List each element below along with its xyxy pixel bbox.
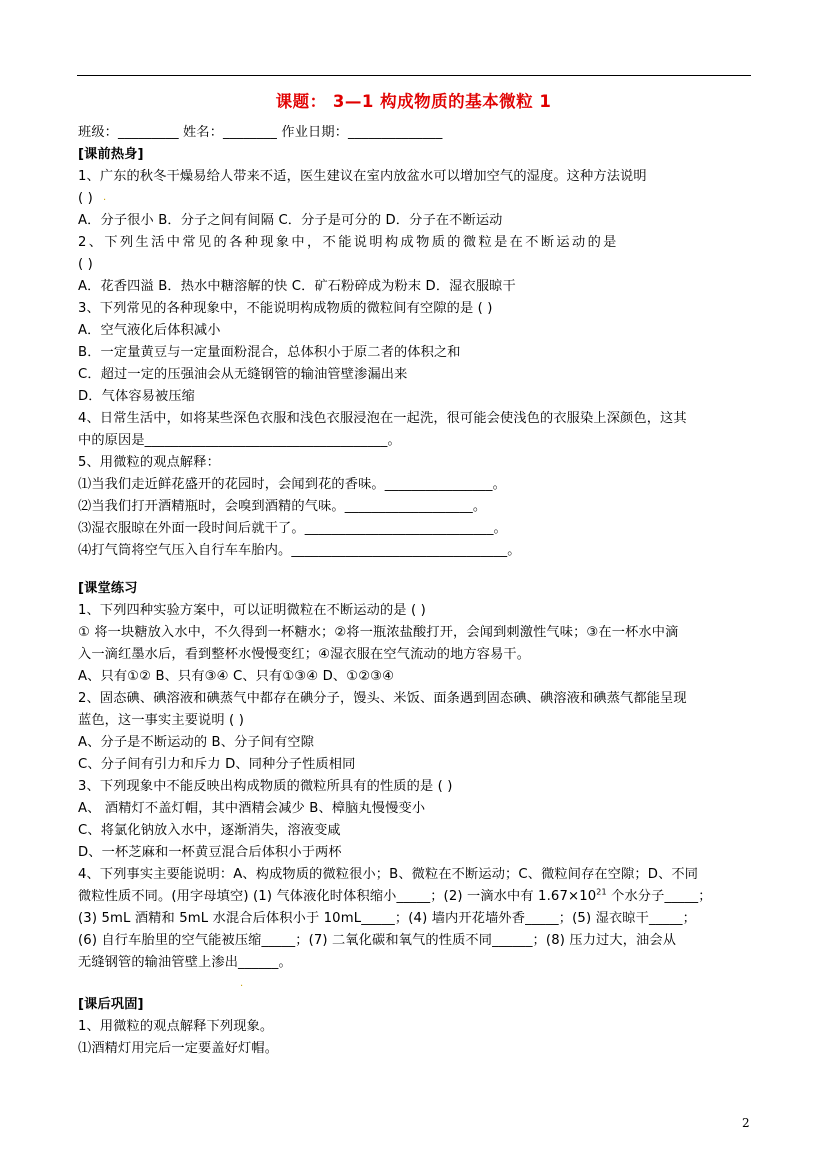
q5-item-2: ⑵当我们打开酒精瓶时，会嗅到酒精的气味。___________________。: [78, 499, 487, 514]
c1-body-1: ① 将一块糖放入水中，不久得到一杯糖水；②将一瓶浓盐酸打开，会闻到刺激性气味；③在一杯水中滴: [78, 625, 679, 640]
q3-stem: 3、下列常见的各种现象中，不能说明构成物质的微粒间有空隙的是 ( ): [78, 301, 493, 316]
q5-item-4: ⑷打气筒将空气压入自行车车胎内。________________________________。: [78, 543, 521, 558]
c2-stem-2: 蓝色，这一事实主要说明 ( ): [78, 713, 244, 728]
header-rule: [77, 75, 751, 76]
c4-line-3: (6) 自行车胎里的空气能被压缩_____；(7) 二氧化碳和氧气的性质不同______；(8) 压力过大，油会从: [78, 933, 677, 948]
c1-stem: 1、下列四种实验方案中，可以证明微粒在不断运动的是 ( ): [78, 603, 426, 618]
header-info: 班级：_________ 姓名：________ 作业日期：______________: [78, 125, 443, 140]
c3-option-c: C、将氯化钠放入水中，逐渐消失，溶液变咸: [78, 823, 341, 838]
c3-stem: 3、下列现象中不能反映出构成物质的微粒所具有的性质的是 ( ): [78, 779, 453, 794]
c2-stem-1: 2、固态碘、碘溶液和碘蒸气中都存在碘分子，馒头、米饭、面条遇到固态碘、碘溶液和碘蒸气都能呈现: [78, 691, 687, 706]
q3-option-a: A．空气液化后体积减小: [78, 323, 221, 338]
c4-stem: 4、下列事实主要能说明：A、构成物质的微粒很小；B、微粒在不断运动；C、微粒间存在空隙；D、不同: [78, 867, 699, 882]
q5-item-3: ⑶湿衣服晾在外面一段时间后就干了。____________________________。: [78, 521, 507, 536]
q1-blank: ( ): [78, 191, 93, 206]
c2-options-cd: C、分子间有引力和斥力 D、同种分子性质相同: [78, 757, 356, 772]
section-pre-class: [课前热身]: [78, 147, 144, 162]
c3-option-d: D、一杯芝麻和一杯黄豆混合后体积小于两杯: [78, 845, 342, 860]
stray-mark: .: [240, 978, 244, 989]
section-classroom: [课堂练习: [78, 581, 138, 596]
q3-option-c: C．超过一定的压强油会从无缝钢管的输油管壁渗漏出来: [78, 367, 408, 382]
p1-item-1: ⑴酒精灯用完后一定要盖好灯帽。: [78, 1041, 279, 1056]
c2-options-ab: A、分子是不断运动的 B、分子间有空隙: [78, 735, 315, 750]
q4-blank: 中的原因是____________________________________。: [78, 433, 401, 448]
p1-stem: 1、用微粒的观点解释下列现象。: [78, 1019, 274, 1034]
page-number: 2: [742, 1116, 750, 1130]
q2-options: A．花香四溢 B．热水中糖溶解的快 C．矿石粉碎成为粉末 D．湿衣服晾干: [78, 279, 516, 294]
q2-blank: ( ): [78, 257, 93, 272]
c4-line-4: 无缝钢管的输油管壁上渗出______。: [78, 955, 292, 970]
page-title: 课题： 3—1 构成物质的基本微粒 1: [275, 92, 552, 111]
c4-line-1: 微粒性质不同。(用字母填空) (1) 气体液化时体积缩小_____；(2) 一滴水中有 $1.67\times 10^{21}$ 个水分子_____；: [78, 887, 712, 904]
c1-body-2: 入一滴红墨水后，看到整杯水慢慢变红；④湿衣服在空气流动的地方容易干。: [78, 647, 531, 662]
q1-stem: 1、广东的秋冬干燥易给人带来不适，医生建议在室内放盆水可以增加空气的湿度。这种方法说明: [78, 169, 647, 184]
c3-options-ab: A、 酒精灯不盖灯帽，其中酒精会减少 B、樟脑丸慢慢变小: [78, 801, 426, 816]
section-after-class: [课后巩固]: [78, 997, 144, 1012]
q3-option-b: B．一定量黄豆与一定量面粉混合，总体积小于原二者的体积之和: [78, 345, 461, 360]
q5-stem: 5、用微粒的观点解释：: [78, 455, 220, 470]
q4-stem: 4、日常生活中，如将某些深色衣服和浅色衣服浸泡在一起洗，很可能会使浅色的衣服染上深颜色，这其: [78, 411, 687, 426]
q5-item-1: ⑴当我们走近鲜花盛开的花园时，会闻到花的香味。________________。: [78, 477, 506, 492]
q1-options: A．分子很小 B．分子之间有间隔 C．分子是可分的 D．分子在不断运动: [78, 213, 503, 228]
stray-mark: .: [103, 192, 107, 203]
q2-stem: 2、下列生活中常见的各种现象中，不能说明构成物质的微粒是在不断运动的是: [78, 235, 619, 250]
q3-option-d: D．气体容易被压缩: [78, 389, 196, 404]
c1-options: A、只有①② B、只有③④ C、只有①③④ D、①②③④: [78, 669, 395, 684]
c4-line-2: (3) 5mL 酒精和 5mL 水混合后体积小于 10mL_____；(4) 墙内开花墙外香_____；(5) 湿衣晾干_____；: [78, 911, 697, 926]
